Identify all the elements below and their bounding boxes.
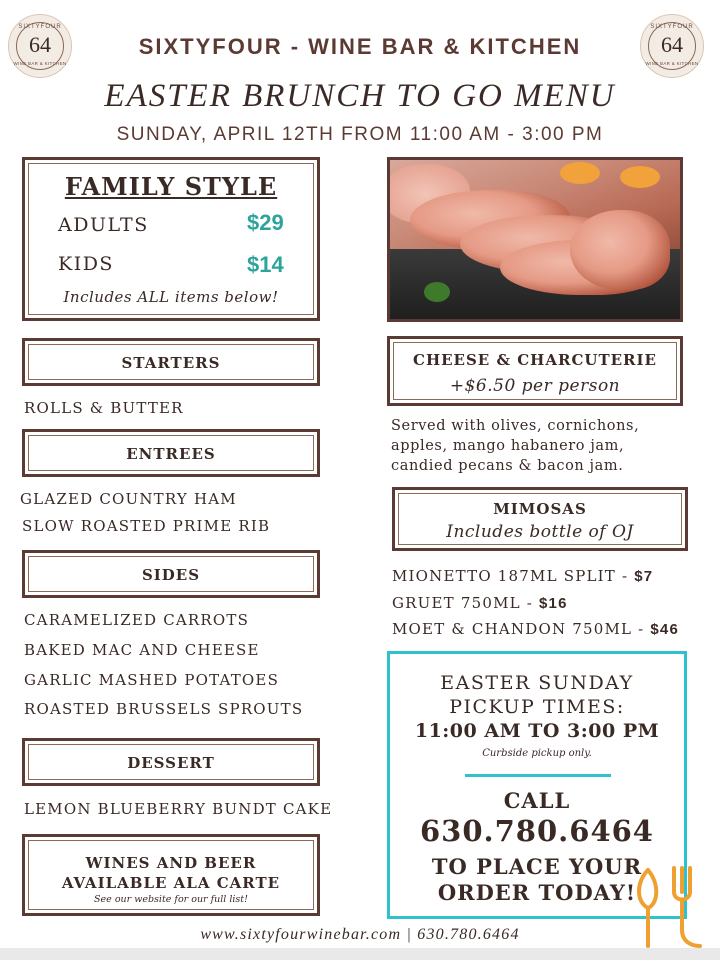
mimosas-box [392, 487, 688, 551]
logo-number: 64 [661, 32, 683, 57]
starters-heading: STARTERS [121, 354, 221, 372]
wines-box [22, 834, 320, 916]
logo-bottom-text: WINE BAR & KITCHEN [13, 61, 67, 66]
cheese-box [387, 336, 683, 406]
menu-item: ROLLS & BUTTER [24, 399, 184, 417]
ham-photo [387, 157, 683, 322]
mimosas-heading: MIMOSAS [493, 500, 587, 518]
dessert-header [22, 738, 320, 786]
family-style-box [22, 157, 320, 321]
family-note: Includes ALL items below! [63, 288, 279, 306]
sides-heading: SIDES [141, 566, 201, 584]
page-title: EASTER BRUNCH TO GO MENU [104, 78, 616, 114]
pickup-divider [465, 774, 611, 777]
cheese-heading: CHEESE & CHARCUTERIE [413, 351, 657, 369]
menu-item: GARLIC MASHED POTATOES [24, 671, 280, 689]
footer-contact[interactable]: www.sixtyfourwinebar.com | 630.780.6464 [200, 926, 520, 943]
event-date: SUNDAY, APRIL 12TH FROM 11:00 AM - 3:00 PM [116, 124, 604, 145]
adults-price: $29 [247, 210, 284, 235]
menu-item: BAKED MAC AND CHEESE [24, 641, 260, 659]
adults-label: ADULTS [58, 214, 149, 236]
brand-name: SIXTYFOUR - WINE BAR & KITCHEN [138, 34, 582, 59]
logo-bottom-text: WINE BAR & KITCHEN [645, 61, 699, 66]
fork-spoon-icon [630, 862, 710, 952]
mimosa-name: MOET & CHANDON 750ML - [392, 620, 651, 638]
kids-price: $14 [247, 252, 284, 277]
cta-line-2: ORDER TODAY! [437, 880, 637, 905]
wines-line-1: WINES AND BEER [85, 854, 257, 872]
mimosa-item [392, 620, 679, 638]
mimosa-price: $46 [650, 621, 680, 638]
logo-number: 64 [29, 32, 51, 57]
sides-header [22, 550, 320, 598]
cheese-desc-line: candied pecans & bacon jam. [391, 458, 624, 474]
mimosa-name: MIONETTO 187ML SPLIT - [392, 567, 635, 585]
entrees-heading: ENTREES [126, 445, 216, 463]
pickup-times: 11:00 AM TO 3:00 PM [414, 720, 660, 742]
dessert-heading: DESSERT [127, 754, 215, 772]
menu-item: CARAMELIZED CARROTS [24, 611, 250, 629]
wines-line-2: AVAILABLE ALA CARTE [61, 874, 281, 892]
mimosa-item [392, 594, 568, 612]
entrees-header [22, 429, 320, 477]
cta-line-1: TO PLACE YOUR [431, 854, 643, 879]
mimosa-item [392, 567, 653, 585]
pickup-line-1: EASTER SUNDAY [440, 672, 634, 694]
cheese-desc-line: Served with olives, cornichons, [391, 418, 640, 434]
mimosa-name: GRUET 750ML - [392, 594, 539, 612]
mimosa-price: $16 [539, 595, 568, 612]
pickup-note: Curbside pickup only. [482, 748, 592, 759]
cheese-price: +$6.50 per person [449, 376, 621, 396]
call-label: CALL [503, 788, 571, 813]
logo-top-text: SIXTYFOUR [18, 24, 62, 30]
mimosas-sub: Includes bottle of OJ [446, 522, 634, 542]
wines-note: See our website for our full list! [94, 894, 248, 905]
cheese-desc-line: apples, mango habanero jam, [391, 438, 625, 454]
mimosa-price: $7 [634, 568, 654, 585]
menu-item: GLAZED COUNTRY HAM [20, 490, 237, 508]
menu-item: SLOW ROASTED PRIME RIB [22, 517, 271, 535]
family-style-title: FAMILY STYLE [64, 172, 278, 201]
logo-top-text: SIXTYFOUR [650, 24, 694, 30]
menu-item: ROASTED BRUSSELS SPROUTS [24, 700, 304, 718]
kids-label: KIDS [58, 253, 114, 275]
pickup-line-2: PICKUP TIMES: [449, 696, 625, 718]
phone-number[interactable]: 630.780.6464 [420, 814, 654, 848]
menu-item: LEMON BLUEBERRY BUNDT CAKE [24, 800, 333, 818]
starters-header [22, 338, 320, 386]
